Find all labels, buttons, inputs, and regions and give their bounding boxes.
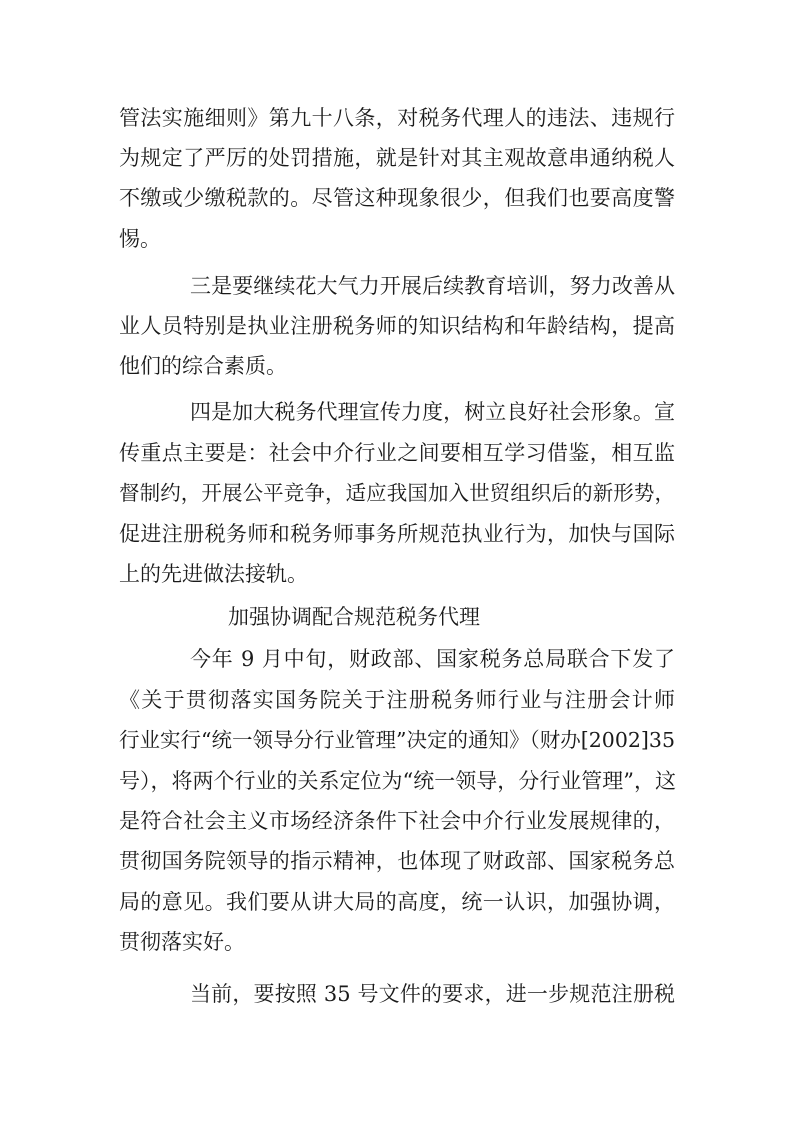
paragraph-3-line-4: 促进注册税务师和税务师事务所规范执业行为，加快与国际 — [119, 522, 675, 546]
paragraph-4-line-5: 是符合社会主义市场经济条件下社会中介行业发展规律的， — [119, 809, 675, 833]
paragraph-2-line-1: 三是要继续花大气力开展后续教育培训，努力改善从 — [190, 274, 675, 298]
paragraph-2-line-3: 他们的综合素质。 — [119, 354, 287, 378]
paragraph-1-line-4: 惕。 — [119, 227, 161, 251]
paragraph-4-line-7: 局的意见。我们要从讲大局的高度，统一认识，加强协调， — [119, 890, 675, 914]
paragraph-1-line-2: 为规定了严厉的处罚措施，就是针对其主观故意串通纳税人 — [119, 146, 675, 170]
paragraph-4-line-3: 行业实行“统一领导分行业管理”决定的通知》（财办[2002]35 — [119, 728, 675, 752]
paragraph-3-line-5: 上的先进做法接轨。 — [119, 562, 308, 586]
paragraph-5-line-1: 当前，要按照 35 号文件的要求，进一步规范注册税 — [190, 982, 675, 1006]
paragraph-2-line-2: 业人员特别是执业注册税务师的知识结构和年龄结构，提高 — [119, 314, 675, 338]
paragraph-4-line-4: 号），将两个行业的关系定位为“统一领导，分行业管理”，这 — [119, 769, 676, 793]
paragraph-3-line-2: 传重点主要是：社会中介行业之间要相互学习借鉴，相互监 — [119, 441, 675, 465]
section-heading: 加强协调配合规范税务代理 — [228, 605, 480, 629]
paragraph-3-line-1: 四是加大税务代理宣传力度，树立良好社会形象。宣 — [190, 400, 675, 424]
paragraph-1-line-3: 不缴或少缴税款的。尽管这种现象很少，但我们也要高度警 — [119, 186, 675, 210]
paragraph-4-line-6: 贯彻国务院领导的指示精神，也体现了财政部、国家税务总 — [119, 849, 675, 873]
paragraph-4-line-8: 贯彻落实好。 — [119, 930, 245, 954]
paragraph-3-line-3: 督制约，开展公平竞争，适应我国加入世贸组织后的新形势， — [119, 481, 675, 505]
paragraph-4-line-2: 《关于贯彻落实国务院关于注册税务师行业与注册会计师 — [119, 688, 675, 712]
paragraph-1-line-1: 管法实施细则》第九十八条，对税务代理人的违法、违规行 — [119, 106, 675, 130]
paragraph-4-line-1: 今年 9 月中旬，财政部、国家税务总局联合下发了 — [190, 647, 675, 671]
